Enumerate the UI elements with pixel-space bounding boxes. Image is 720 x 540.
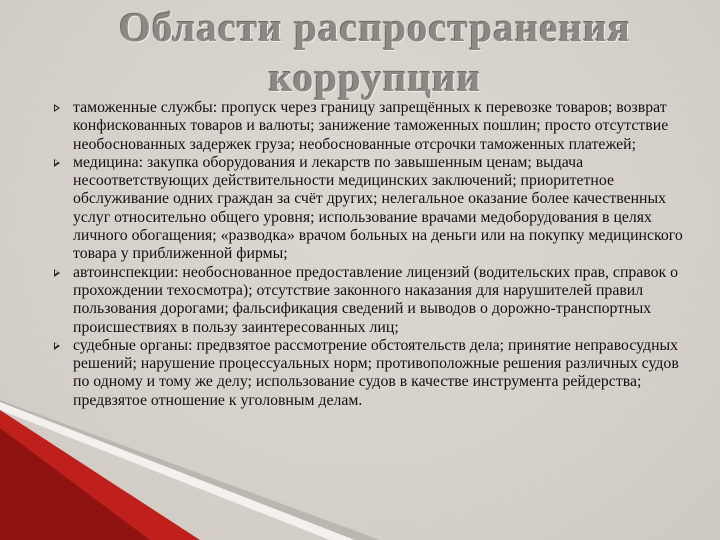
decorative-swoosh [0, 400, 720, 540]
triangle-bullet-icon [54, 104, 60, 112]
triangle-bullet-icon [54, 342, 60, 350]
bullet-list [52, 99, 692, 410]
bullet-text-traffic-police: автоинспекции: необоснованное предоставление лицензий (водительских прав, справок о прохождении техосмотра); отсутствие законного наказания для нарушителей правил пользования дорогами; фальсификация сведений и выводов о дорожно-транспортных происшествиях в пользу заинтересованных лиц; [73, 263, 679, 336]
triangle-bullet-icon [54, 269, 60, 277]
bullet-text-customs: таможенные службы: пропуск через границу запрещённых к перевозке товаров; возврат конфискованных товаров и валюты; занижение таможенных пошлин; просто отсутствие необоснованных задержек груза; необоснованные отсрочки таможенных платежей; [73, 99, 669, 153]
bullet-text-medicine: медицина: закупка оборудования и лекарств по завышенным ценам; выдача несоответствующих действительности медицинских заключений; приоритетное обслуживание одних граждан за счёт других; нелегальное оказание более качественных услуг относительно общего уровня; использование врачами медоборудования в целях личного обогащения; «разводка» врачом больных на деньги или на покупку медицинского товара у приближенной фирмы; [73, 153, 683, 263]
slide-title: Области распространения коррупции [119, 4, 631, 100]
triangle-bullet-icon [54, 159, 60, 167]
bullet-item-customs [52, 99, 692, 154]
bullet-item-traffic-police [52, 264, 692, 337]
bullet-item-medicine [52, 154, 692, 264]
bullet-text-courts: судебные органы: предвзятое рассмотрение обстоятельств дела; принятие неправосудных решений; нарушение процессуальных норм; противоположные решения различных судов по одному и тому же делу; использование судов в качестве инструмента рейдерства; предвзятое отношение к уголовным делам. [73, 336, 679, 409]
bullet-item-courts [52, 337, 692, 410]
